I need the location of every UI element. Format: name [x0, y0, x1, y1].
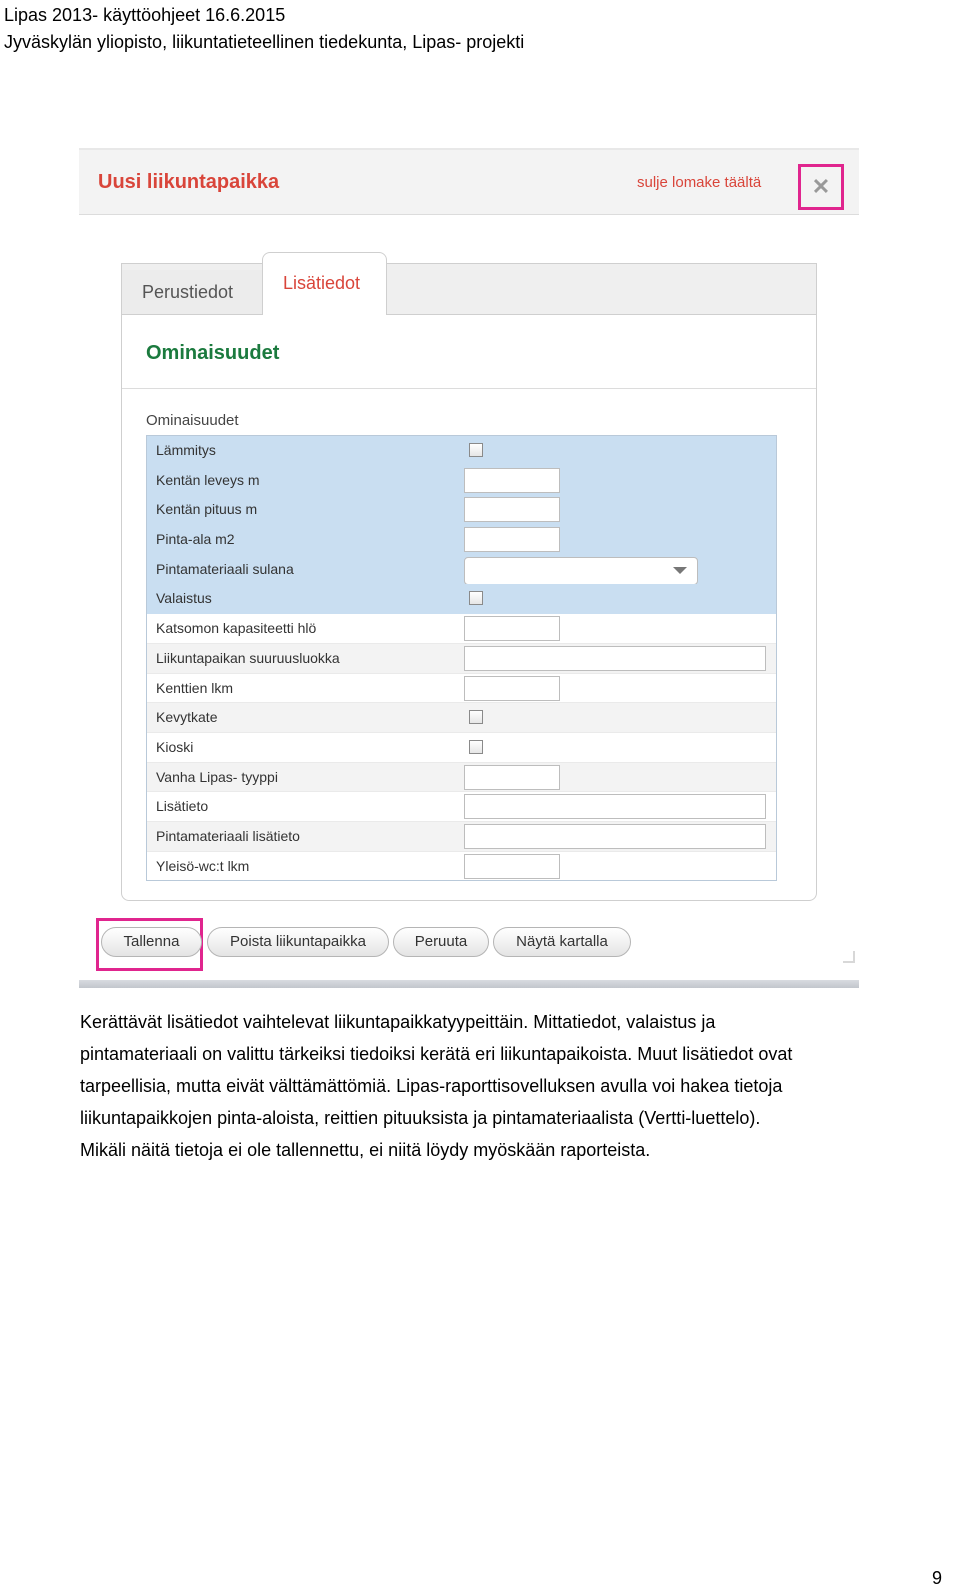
property-label: Lisätieto — [156, 798, 209, 815]
property-row — [147, 555, 776, 585]
tabs-panel — [121, 263, 817, 901]
close-form-link[interactable]: sulje lomake täältä — [637, 174, 762, 191]
property-label: Pinta-ala m2 — [156, 531, 235, 548]
property-input[interactable] — [464, 676, 560, 701]
property-label: Valaistus — [156, 590, 212, 607]
property-row — [147, 644, 776, 674]
close-highlight-frame — [798, 164, 844, 210]
delete-place-button[interactable]: Poista liikuntapaikka — [207, 927, 389, 957]
show-on-map-button[interactable]: Näytä kartalla — [493, 927, 631, 957]
close-icon[interactable]: ✕ — [811, 174, 831, 199]
form-titlebar — [79, 150, 859, 215]
property-row — [147, 674, 776, 704]
document-header — [4, 2, 524, 56]
property-row — [147, 822, 776, 852]
paragraph-line: Mikäli näitä tietoja ei ole tallennettu, ei niitä löydy myöskään raporteista. — [80, 1140, 651, 1160]
paragraph-line: Kerättävät lisätiedot vaihtelevat liikuntapaikkatyypeittäin. Mittatiedot, valaistus ja — [80, 1012, 716, 1032]
section-title: Ominaisuudet — [146, 342, 280, 364]
property-label: Kentän leveys m — [156, 471, 260, 488]
page-number: 9 — [931, 1568, 942, 1588]
screenshot-form — [79, 148, 859, 988]
button-bar — [79, 915, 859, 975]
property-label: Pintamateriaali lisätieto — [156, 827, 300, 844]
property-input[interactable] — [464, 616, 560, 641]
property-label: Liikuntapaikan suuruusluokka — [156, 649, 340, 666]
chevron-down-icon — [673, 567, 687, 574]
paragraph-line: pintamateriaali on valittu tärkeiksi tiedoiksi kerätä eri liikuntapaikoista. Muut lisätiedot ovat — [80, 1044, 793, 1064]
property-input[interactable] — [464, 646, 766, 671]
property-label: Vanha Lipas- tyyppi — [156, 768, 278, 785]
property-row — [147, 852, 776, 881]
property-label: Katsomon kapasiteetti hlö — [156, 620, 317, 637]
property-input[interactable] — [464, 794, 766, 819]
property-row — [147, 584, 776, 614]
section-divider — [122, 388, 816, 389]
properties-table — [146, 435, 777, 881]
property-row — [147, 525, 776, 555]
paragraph-line: tarpeellisia, mutta eivät välttämättömiä. Lipas-raporttisovelluksen avulla voi hakea tietoja — [80, 1076, 783, 1096]
resize-grip-icon[interactable] — [843, 951, 855, 963]
tab-lisatiedot[interactable]: Lisätiedot — [262, 252, 387, 315]
property-label: Kentän pituus m — [156, 501, 258, 518]
property-checkbox[interactable] — [469, 740, 483, 754]
property-input[interactable] — [464, 765, 560, 790]
property-row — [147, 436, 776, 466]
property-checkbox[interactable] — [469, 710, 483, 724]
property-input[interactable] — [464, 824, 766, 849]
property-label: Kioski — [156, 738, 194, 755]
property-row — [147, 614, 776, 644]
cancel-button[interactable]: Peruuta — [393, 927, 489, 957]
properties-label: Ominaisuudet — [146, 412, 239, 429]
property-input[interactable] — [464, 468, 560, 493]
tab-strip — [122, 264, 816, 315]
property-row — [147, 466, 776, 496]
property-row — [147, 733, 776, 763]
property-row — [147, 792, 776, 822]
header-line-2: Jyväskylän yliopisto, liikuntatieteellinen tiedekunta, Lipas- projekti — [4, 32, 525, 52]
property-label: Lämmitys — [156, 442, 216, 458]
property-checkbox[interactable] — [469, 443, 483, 457]
paragraph-line: liikuntapaikkojen pinta-aloista, reittien pituuksista ja pintamateriaalista (Vertti-luettelo). — [80, 1108, 761, 1128]
screenshot-bottom-edge — [79, 980, 859, 988]
property-label: Kenttien lkm — [156, 679, 234, 696]
tab-perustiedot[interactable]: Perustiedot — [122, 270, 262, 314]
property-row — [147, 763, 776, 793]
property-row — [147, 703, 776, 733]
header-line-1: Lipas 2013- käyttöohjeet 16.6.2015 — [4, 5, 286, 25]
property-label: Pintamateriaali sulana — [156, 560, 294, 577]
property-input[interactable] — [464, 527, 560, 552]
form-title: Uusi liikuntapaikka — [98, 171, 280, 193]
property-checkbox[interactable] — [469, 591, 483, 605]
property-input[interactable] — [464, 497, 560, 522]
body-paragraph — [80, 1006, 950, 1166]
save-button[interactable]: Tallenna — [101, 927, 202, 957]
property-label: Kevytkate — [156, 709, 218, 726]
property-row — [147, 495, 776, 525]
property-input[interactable] — [464, 854, 560, 879]
property-label: Yleisö-wc:t lkm — [156, 857, 250, 874]
property-select[interactable] — [464, 557, 698, 585]
